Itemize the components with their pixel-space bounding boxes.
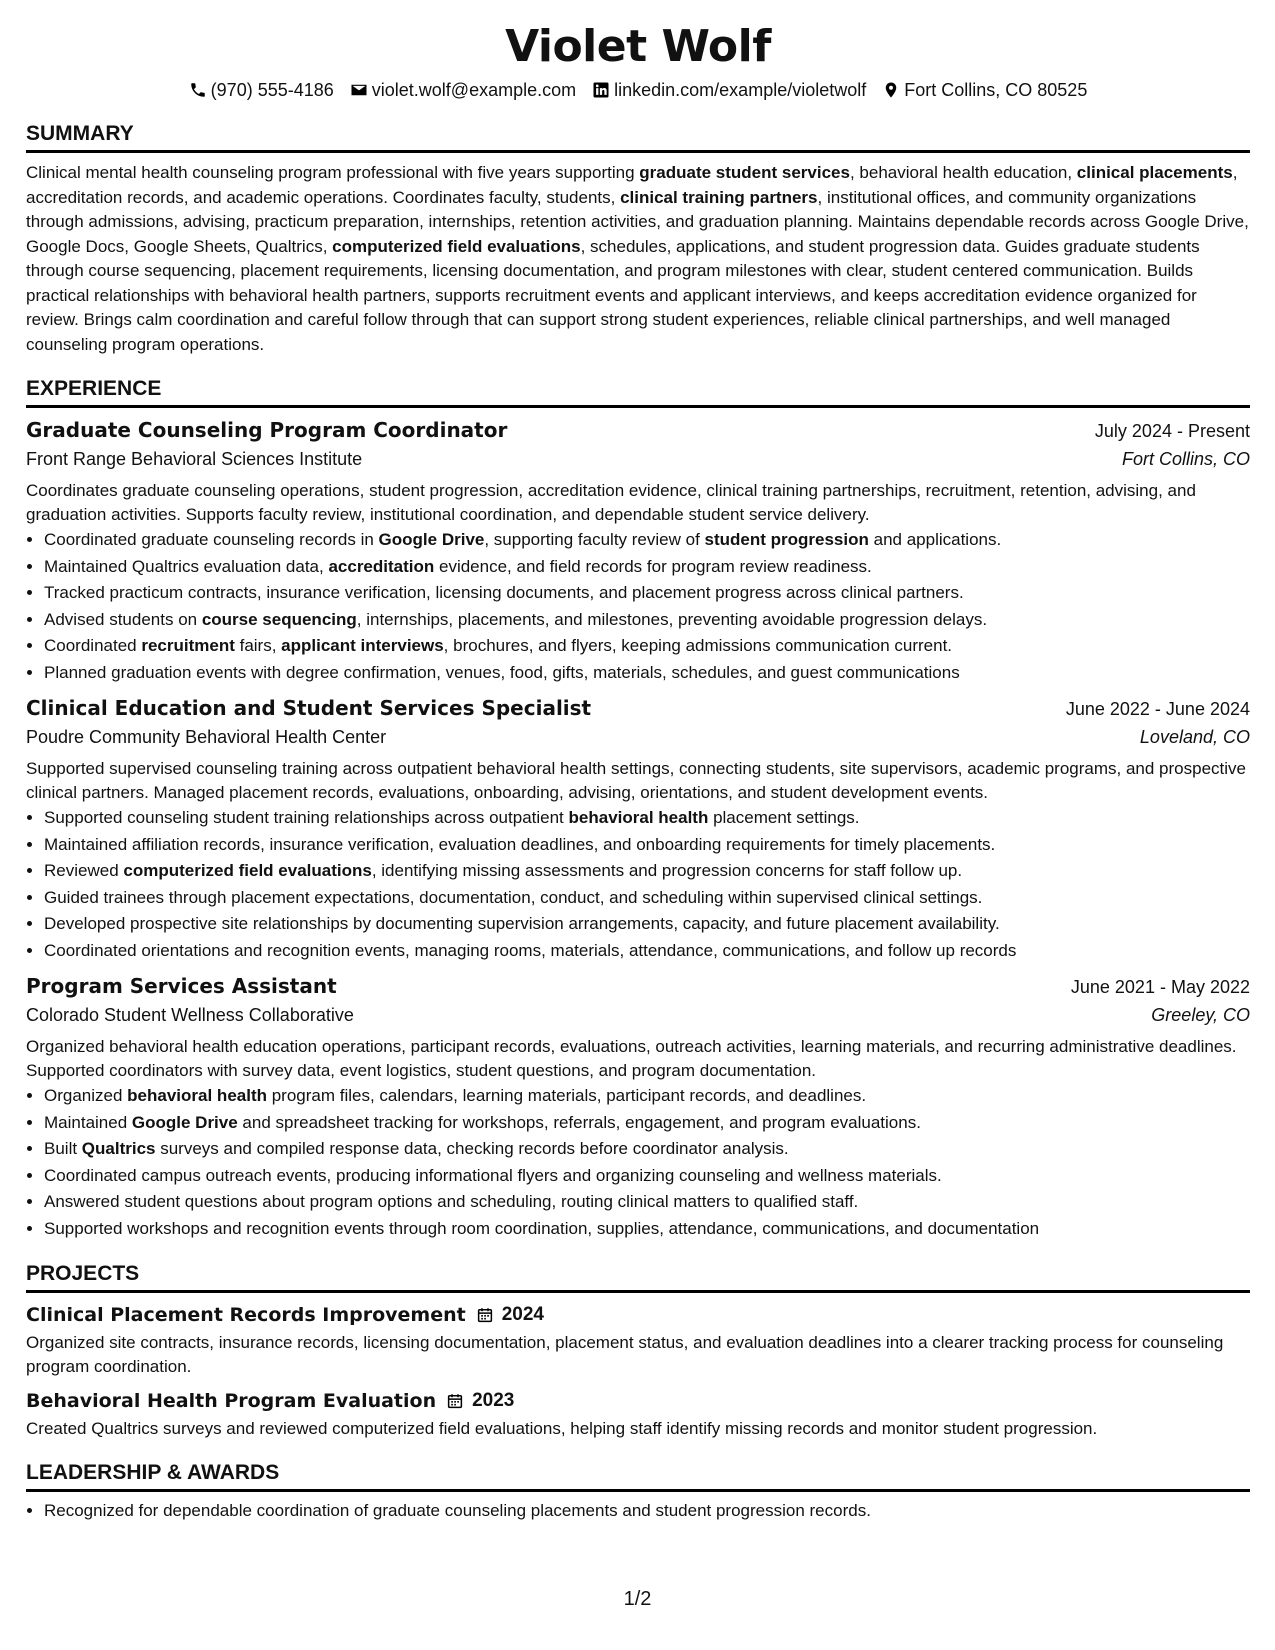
bold-phrase: Google Drive <box>131 1112 238 1132</box>
bullet-item <box>44 633 1250 660</box>
project-title: Clinical Placement Records Improvement <box>26 1304 466 1326</box>
text-run: fairs, <box>234 636 282 655</box>
text-run: Planned graduation events with degree confirmation, venues, food, gifts, materials, schedules, and guest communications <box>44 662 960 682</box>
text-run: , internships, placements, and milestones, preventing avoidable progression delays. <box>356 609 988 629</box>
text-run: , supporting faculty review of <box>484 530 705 549</box>
role-organization: Front Range Behavioral Sciences Institute <box>26 449 363 469</box>
candidate-name: Violet Wolf <box>505 21 771 72</box>
text-run: Guided trainees through placement expectations, documentation, conduct, and scheduling within supervised clinical settings. <box>44 887 983 907</box>
text-run: surveys and compiled response data, checking records before coordinator analysis. <box>155 1139 789 1158</box>
projects-list <box>26 1301 1250 1441</box>
text-run: , accreditation records, and academic operations. Coordinates faculty, students, <box>26 163 1238 207</box>
summary-text <box>26 161 1250 357</box>
location-text: Fort Collins, CO 80525 <box>904 80 1088 100</box>
text-run: Coordinated graduate counseling records in <box>44 530 379 549</box>
text-run: and spreadsheet tracking for workshops, referrals, engagement, and program evaluations. <box>237 1112 921 1132</box>
experience-entry <box>26 694 1250 964</box>
role-header <box>26 972 1250 1001</box>
text-run: , behavioral health education, <box>849 163 1077 182</box>
bullet-item <box>44 832 1250 859</box>
project-description: Created Qualtrics surveys and reviewed computerized field evaluations, helping staff identify missing records and monitor student progression. <box>26 1419 1098 1438</box>
contact-location <box>882 78 1087 102</box>
contact-linkedin[interactable] <box>592 78 866 102</box>
role-description: Coordinates graduate counseling operations, student progression, accreditation evidence, clinical training partnerships, recruitment, retention, advising, and graduation activities. Supports faculty review, institutional coordination, and dependable student service delivery. <box>26 481 1196 524</box>
role-location: Fort Collins, CO <box>1121 449 1250 469</box>
projects-heading: PROJECTS <box>26 1262 1250 1293</box>
bold-phrase: course sequencing <box>201 609 357 629</box>
project-header <box>26 1301 1250 1329</box>
project-date <box>446 1390 514 1412</box>
bullet-item <box>44 885 1250 912</box>
bullet-item <box>44 554 1250 581</box>
bold-phrase: graduate student services <box>639 163 850 182</box>
bold-phrase: Google Drive <box>378 530 485 549</box>
phone-text: (970) 555-4186 <box>210 80 334 100</box>
bold-phrase: student progression <box>704 530 869 549</box>
summary-heading: SUMMARY <box>26 122 1250 153</box>
email-text: violet.wolf@example.com <box>371 80 577 100</box>
bullet-item <box>44 805 1250 832</box>
bullet-item <box>44 911 1250 938</box>
role-dates: June 2022 - June 2024 <box>1065 699 1250 719</box>
contact-phone[interactable] <box>189 78 334 102</box>
text-run: Tracked practicum contracts, insurance verification, licensing documents, and placement progress across clinical partners. <box>44 583 964 602</box>
bold-phrase: recruitment <box>141 636 235 655</box>
role-bullets <box>26 527 1250 686</box>
project-date <box>476 1304 544 1326</box>
leadership-heading: LEADERSHIP & AWARDS <box>26 1461 1250 1492</box>
leadership-list <box>26 1498 1250 1525</box>
role-organization: Colorado Student Wellness Collaborative <box>26 1005 354 1025</box>
text-run: , identifying missing assessments and progression concerns for staff follow up. <box>371 861 963 880</box>
project-title: Behavioral Health Program Evaluation <box>26 1390 437 1412</box>
role-dates: July 2024 - Present <box>1094 421 1250 441</box>
map-pin-icon <box>882 81 900 99</box>
text-run: , schedules, applications, and student progression data. Guides graduate students through course sequencing, placement requirements, licensing documentation, and program milestones with clear, student centered communication. Builds practical relationships with behavioral health partners, supports recruitment events and applicant interviews, and keeps accreditation evidence organized for review. Brings calm coordination and careful follow through that can support strong student experiences, reliable clinical partnerships, and well managed counseling program operations. <box>26 236 1200 354</box>
role-location: Loveland, CO <box>1139 727 1250 747</box>
text-run: Built <box>44 1139 82 1158</box>
role-description: Supported supervised counseling training across outpatient behavioral health settings, connecting students, site supervisors, academic programs, and prospective clinical partners. Managed placement records, evaluations, onboarding, advising, orientations, and student development events. <box>26 759 1246 802</box>
project-header <box>26 1387 1250 1415</box>
linkedin-icon <box>592 81 610 99</box>
text-run: program files, calendars, learning materials, participant records, and deadlines. <box>267 1086 867 1105</box>
text-run: Coordinated campus outreach events, producing informational flyers and organizing counseling and wellness materials. <box>44 1165 942 1185</box>
experience-entry <box>26 416 1250 686</box>
contact-bar <box>26 78 1250 102</box>
role-title: Program Services Assistant <box>26 974 337 998</box>
experience-heading: EXPERIENCE <box>26 377 1250 408</box>
bullet-item <box>44 527 1250 554</box>
bullet-item <box>44 1163 1250 1190</box>
contact-email[interactable] <box>350 78 576 102</box>
bold-phrase: computerized field evaluations <box>123 861 372 880</box>
role-header <box>26 694 1250 723</box>
role-subheader <box>26 723 1250 751</box>
project-description: Organized site contracts, insurance records, licensing documentation, placement status, and evaluation deadlines into a clearer tracking process for counseling program coordination. <box>26 1333 1224 1376</box>
text-run: Supported counseling student training relationships across outpatient <box>44 808 569 827</box>
bold-phrase: clinical placements <box>1076 163 1233 182</box>
bullet-item <box>44 580 1250 607</box>
text-run: Developed prospective site relationships by documenting supervision arrangements, capacity, and future placement availability. <box>44 914 1000 933</box>
text-run: Maintained <box>44 1112 132 1132</box>
role-title: Graduate Counseling Program Coordinator <box>26 418 508 442</box>
text-run: and applications. <box>868 530 1002 549</box>
role-title: Clinical Education and Student Services Specialist <box>26 696 592 720</box>
project-year: 2024 <box>501 1304 544 1325</box>
role-subheader <box>26 1001 1250 1029</box>
project-entry <box>26 1301 1250 1379</box>
text-run: Coordinated <box>44 636 142 655</box>
award-item: • Recognized for dependable coordination of graduate counseling placements and student progression records. <box>44 1498 1250 1525</box>
page-number: 1/2 <box>623 1588 652 1610</box>
role-organization: Poudre Community Behavioral Health Center <box>26 727 387 747</box>
experience-list <box>26 416 1250 1242</box>
bold-phrase: applicant interviews <box>281 636 444 655</box>
bullet-item <box>44 1189 1250 1216</box>
bullet-item <box>44 660 1250 687</box>
bullet-item <box>44 858 1250 885</box>
text-run: placement settings. <box>708 808 860 827</box>
experience-entry <box>26 972 1250 1242</box>
role-subheader <box>26 445 1250 473</box>
bullet-item <box>44 1216 1250 1243</box>
text-run: , brochures, and flyers, keeping admissions communication current. <box>443 636 953 655</box>
linkedin-text: linkedin.com/example/violetwolf <box>614 80 867 100</box>
role-bullets <box>26 1083 1250 1242</box>
text-run: Answered student questions about program options and scheduling, routing clinical matters to qualified staff. <box>44 1192 859 1211</box>
bold-phrase: computerized field evaluations <box>332 236 581 256</box>
role-bullets <box>26 805 1250 964</box>
bullet-item <box>44 1083 1250 1110</box>
text-run: Coordinated orientations and recognition events, managing rooms, materials, attendance, communications, and follow up records <box>44 940 1017 960</box>
bullet-item <box>44 607 1250 634</box>
project-entry <box>26 1387 1250 1441</box>
text-run: Advised students on <box>44 609 202 629</box>
bold-phrase: accreditation <box>328 556 435 576</box>
text-run: Maintained affiliation records, insurance verification, evaluation deadlines, and onboarding requirements for timely placements. <box>44 834 996 854</box>
text-run: Reviewed <box>44 861 124 880</box>
project-year: 2023 <box>472 1390 515 1411</box>
text-run: Maintained Qualtrics evaluation data, <box>44 556 329 576</box>
bold-phrase: behavioral health <box>127 1086 267 1105</box>
envelope-icon <box>350 81 368 99</box>
bold-phrase: Qualtrics <box>81 1139 156 1158</box>
role-dates: June 2021 - May 2022 <box>1070 977 1250 997</box>
role-header <box>26 416 1250 445</box>
text-run: , institutional offices, and community organizations through admissions, advising, practicum preparation, internships, retention activities, and graduation planning. Maintains dependable records across Google Drive, Google Docs, Google Sheets, Qualtrics, <box>26 187 1249 256</box>
text-run: Clinical mental health counseling program professional with five years supporting <box>26 163 640 182</box>
bullet-item <box>44 938 1250 965</box>
text-run: Supported workshops and recognition events through room coordination, supplies, attendance, communications, and documentation <box>44 1218 1040 1238</box>
calendar-icon <box>476 1306 494 1324</box>
bullet-item <box>44 1136 1250 1163</box>
text-run: Organized <box>44 1086 128 1105</box>
bold-phrase: clinical training partners <box>620 187 818 207</box>
bold-phrase: behavioral health <box>568 808 709 827</box>
resume-page <box>26 22 1250 1525</box>
role-description: Organized behavioral health education operations, participant records, evaluations, outreach activities, learning materials, and recurring administrative deadlines. Supported coordinators with survey data, event logistics, student questions, and program documentation. <box>26 1037 1237 1080</box>
role-location: Greeley, CO <box>1151 1005 1250 1025</box>
text-run: evidence, and field records for program review readiness. <box>434 556 872 576</box>
calendar-icon <box>446 1392 464 1410</box>
bullet-item <box>44 1110 1250 1137</box>
phone-icon <box>189 81 207 99</box>
